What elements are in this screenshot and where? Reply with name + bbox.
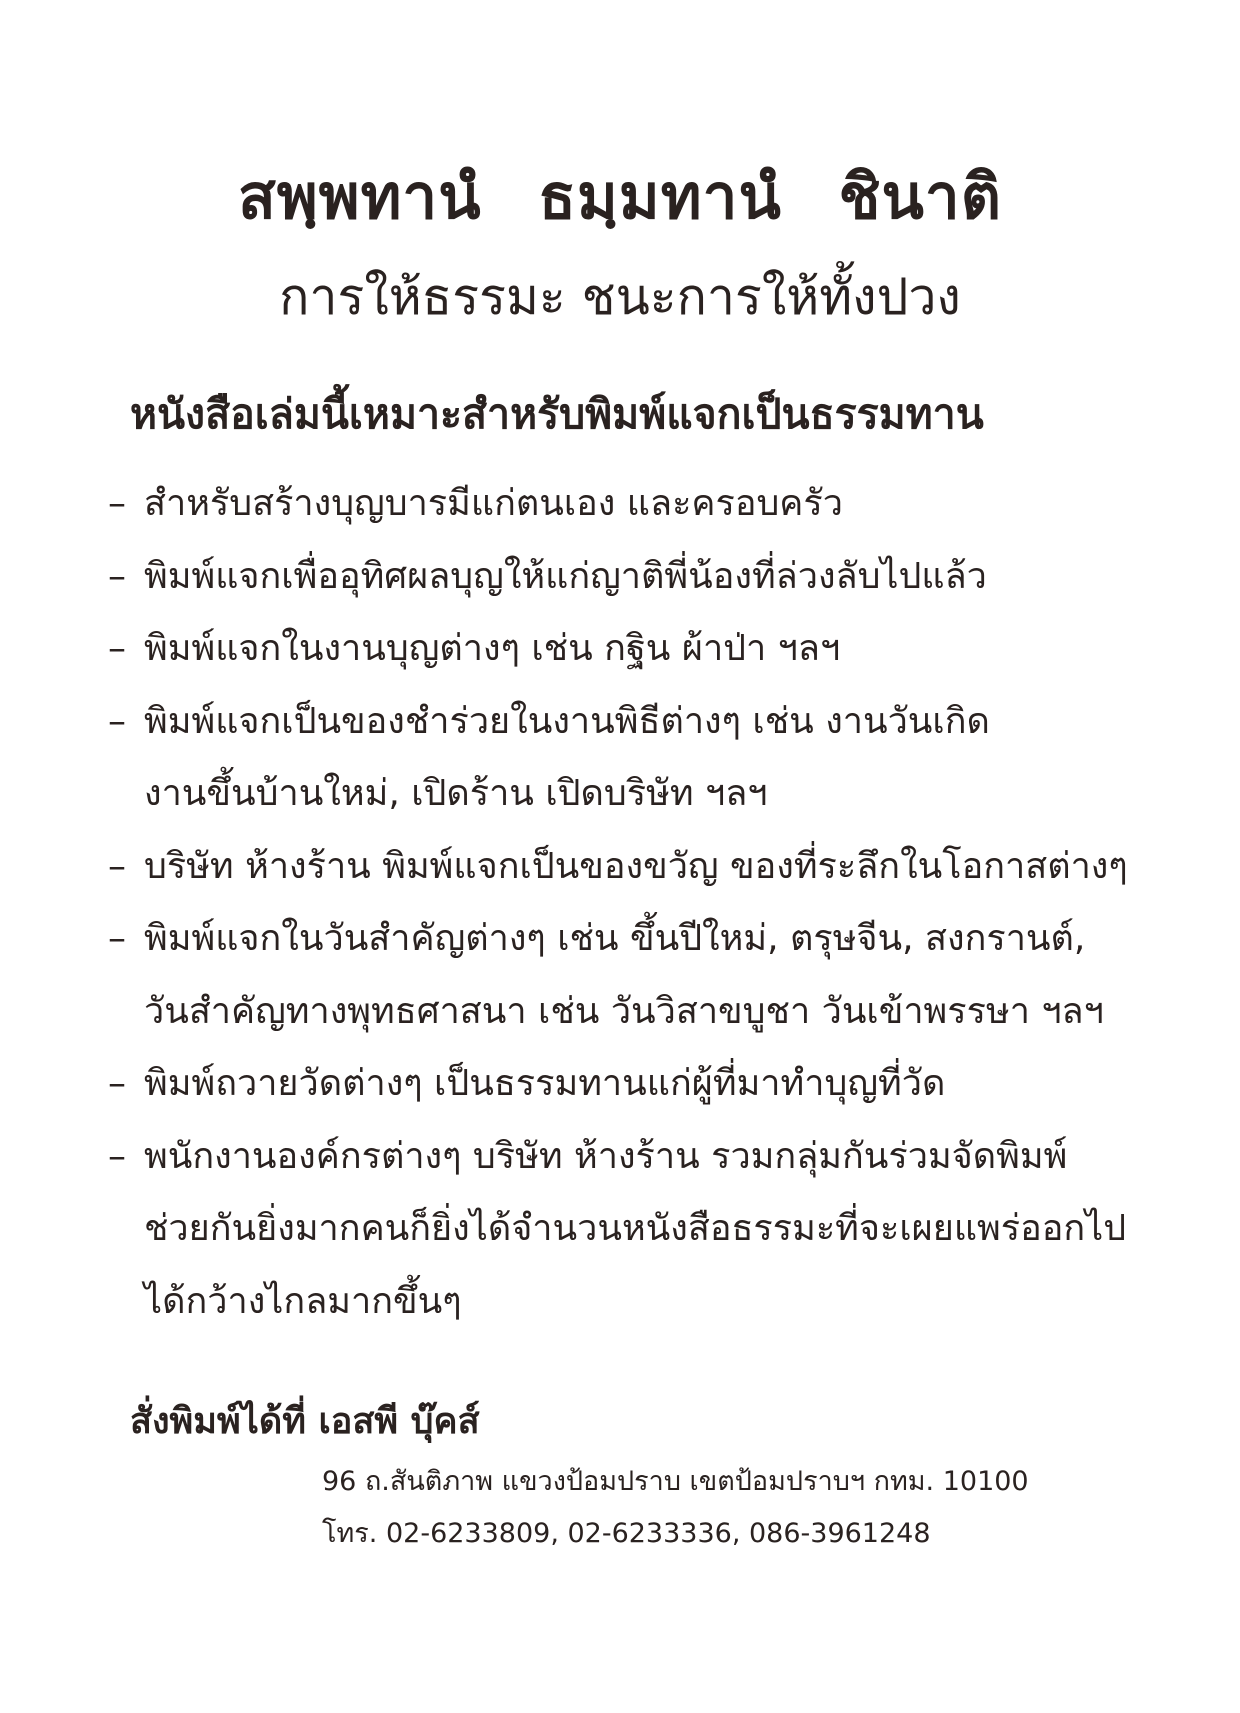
list-item [108,831,1188,904]
list-item [108,903,1188,1048]
thai-subtitle: การให้ธรรมะ ชนะการให้ทั้งปวง [279,268,961,326]
list-item-line: สำหรับสร้างบุญบารมีแก่ตนเอง และครอบครัว [144,483,843,524]
list-item-line: ได้กว้างไกลมากขึ้นๆ [144,1280,462,1322]
list-item-line: พิมพ์ถวายวัดต่างๆ เป็นธรรมทานแก่ผู้ที่มาทำบุญที่วัด [144,1063,946,1104]
list-item-line: ช่วยกันยิ่งมากคนก็ยิ่งได้จำนวนหนังสือธรรมะที่จะเผยแพร่ออกไป [144,1208,1127,1249]
usage-list [108,468,1188,1338]
list-dash: – [108,700,126,742]
publisher-phone: โทร. 02-6233809, 02-6233336, 086-3961248 [322,1518,931,1549]
list-item [108,541,1188,614]
section-heading: หนังสือเล่มนี้เหมาะสำหรับพิมพ์แจกเป็นธรรมทาน [130,390,984,438]
list-dash: – [108,555,126,597]
list-item [108,1121,1188,1339]
list-item [108,686,1188,831]
list-item-line: งานขึ้นบ้านใหม่, เปิดร้าน เปิดบริษัท ฯลฯ [144,773,768,814]
list-item-line: พิมพ์แจกในงานบุญต่างๆ เช่น กฐิน ผ้าป่า ฯลฯ [144,628,841,669]
list-item-line: พนักงานองค์กรต่างๆ บริษัท ห้างร้าน รวมกลุ่มกันร่วมจัดพิมพ์ [144,1135,1068,1177]
publisher-address: 96 ถ.สันติภาพ แขวงป้อมปราบ เขตป้อมปราบฯ กทม. 10100 [322,1466,1029,1497]
list-item [108,468,1188,541]
list-dash: – [108,1063,126,1104]
list-item-line: พิมพ์แจกเป็นของชำร่วยในงานพิธีต่างๆ เช่น งานวันเกิด [144,700,990,742]
list-item-line: บริษัท ห้างร้าน พิมพ์แจกเป็นของขวัญ ของที่ระลึกในโอกาสต่างๆ [144,845,1128,887]
list-dash: – [108,918,126,959]
list-item-line: พิมพ์แจกในวันสำคัญต่างๆ เช่น ขึ้นปีใหม่, ตรุษจีน, สงกรานต์, [144,918,1086,959]
list-item-line: วันสำคัญทางพุทธศาสนา เช่น วันวิสาขบูชา วันเข้าพรรษา ฯลฯ [144,990,1104,1032]
list-item [108,1048,1188,1121]
list-dash: – [108,1135,126,1177]
publisher-address-block [322,1456,1029,1560]
pali-title: สพฺพทานํ ธมฺมทานํ ชินาติ [237,160,1002,233]
list-dash: – [108,628,126,669]
list-item-line: พิมพ์แจกเพื่ออุทิศผลบุญให้แก่ญาติพี่น้องที่ล่วงลับไปแล้ว [144,555,987,597]
list-dash: – [108,845,126,887]
order-label: สั่งพิมพ์ได้ที่ เอสพี บุ๊คส์ [130,1401,480,1442]
list-item [108,613,1188,686]
list-dash: – [108,483,126,524]
